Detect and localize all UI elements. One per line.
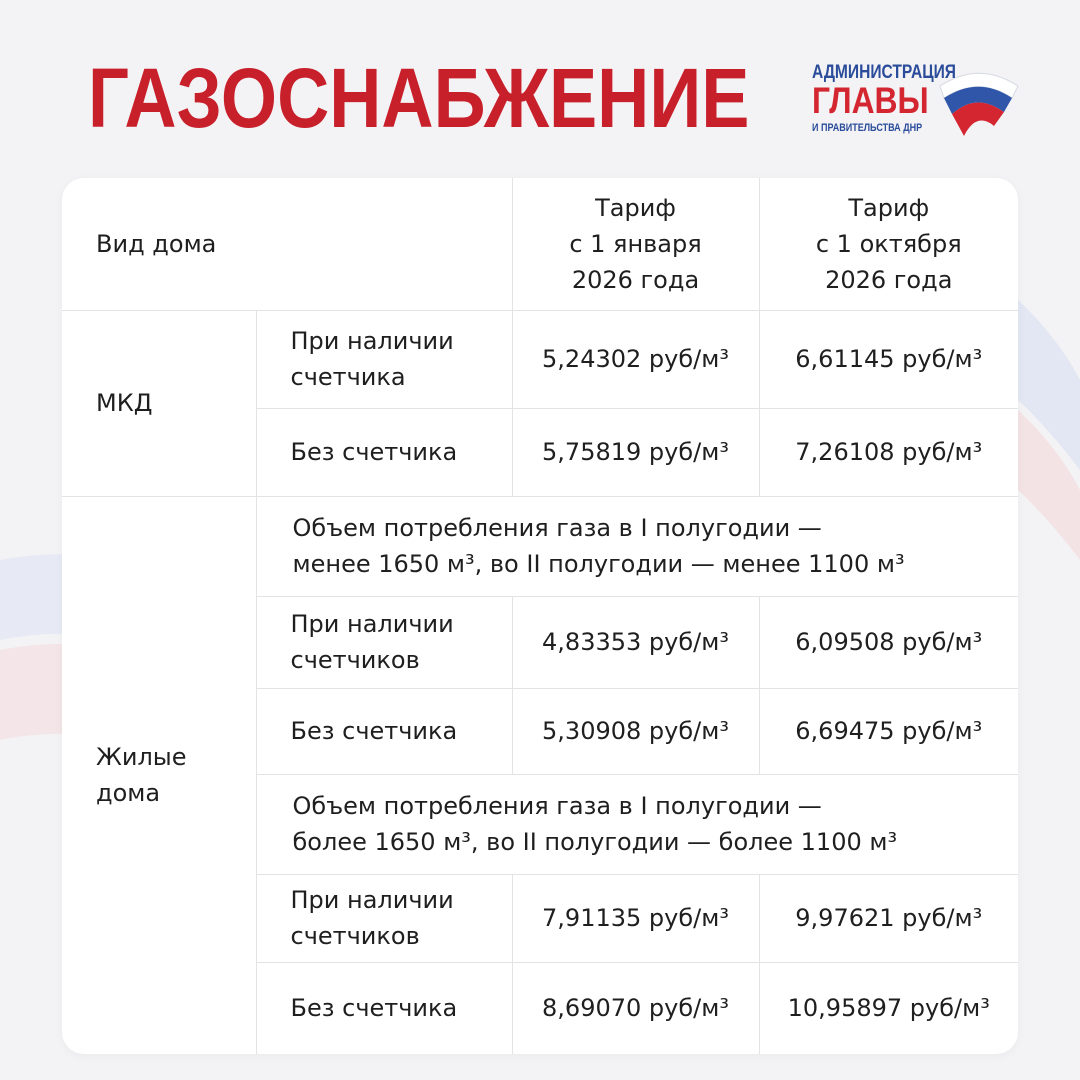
consumption-condition-1: Объем потребления газа в I полугодии — менее 1650 м³, во II полугодии — менее 1100 м³ <box>256 496 1018 596</box>
logo-line-3: И ПРАВИТЕЛЬСТВА ДНР <box>812 122 923 134</box>
logo-line-2: ГЛАВЫ <box>812 80 929 121</box>
tariff-table <box>62 178 1018 1054</box>
row-label: При наличии счетчиков <box>256 596 512 688</box>
consumption-condition-2: Объем потребления газа в I полугодии — более 1650 м³, во II полугодии — более 1100 м³ <box>256 774 1018 874</box>
header-house-type: Вид дома <box>62 178 512 310</box>
tariff-jan-value: 5,75819 руб/м³ <box>512 408 759 496</box>
table-row <box>62 496 1018 596</box>
table-header-row <box>62 178 1018 310</box>
logo-line-1: АДМИНИСТРАЦИЯ <box>812 62 956 83</box>
row-label: При наличии счетчика <box>256 310 512 408</box>
tariff-oct-value: 6,61145 руб/м³ <box>759 310 1018 408</box>
tariff-jan-value: 5,24302 руб/м³ <box>512 310 759 408</box>
row-label: Без счетчика <box>256 688 512 774</box>
row-label: Без счетчика <box>256 962 512 1054</box>
row-label: Без счетчика <box>256 408 512 496</box>
administration-logo <box>812 62 1027 142</box>
tariff-oct-value: 9,97621 руб/м³ <box>759 874 1018 962</box>
tariff-oct-value: 7,26108 руб/м³ <box>759 408 1018 496</box>
tariff-jan-value: 4,83353 руб/м³ <box>512 596 759 688</box>
row-label: При наличии счетчиков <box>256 874 512 962</box>
houses-label: Жилые дома <box>62 496 256 1054</box>
page-title: ГАЗОСНАБЖЕНИЕ <box>88 51 750 145</box>
header-tariff-jan: Тариф с 1 января 2026 года <box>512 178 759 310</box>
tariff-oct-value: 10,95897 руб/м³ <box>759 962 1018 1054</box>
header-tariff-oct: Тариф с 1 октября 2026 года <box>759 178 1018 310</box>
tariff-oct-value: 6,09508 руб/м³ <box>759 596 1018 688</box>
tariff-jan-value: 8,69070 руб/м³ <box>512 962 759 1054</box>
table-row <box>62 310 1018 408</box>
tariff-jan-value: 7,91135 руб/м³ <box>512 874 759 962</box>
tariff-jan-value: 5,30908 руб/м³ <box>512 688 759 774</box>
tariff-table-card <box>62 178 1018 1054</box>
mkd-label: МКД <box>62 310 256 496</box>
tariff-oct-value: 6,69475 руб/м³ <box>759 688 1018 774</box>
